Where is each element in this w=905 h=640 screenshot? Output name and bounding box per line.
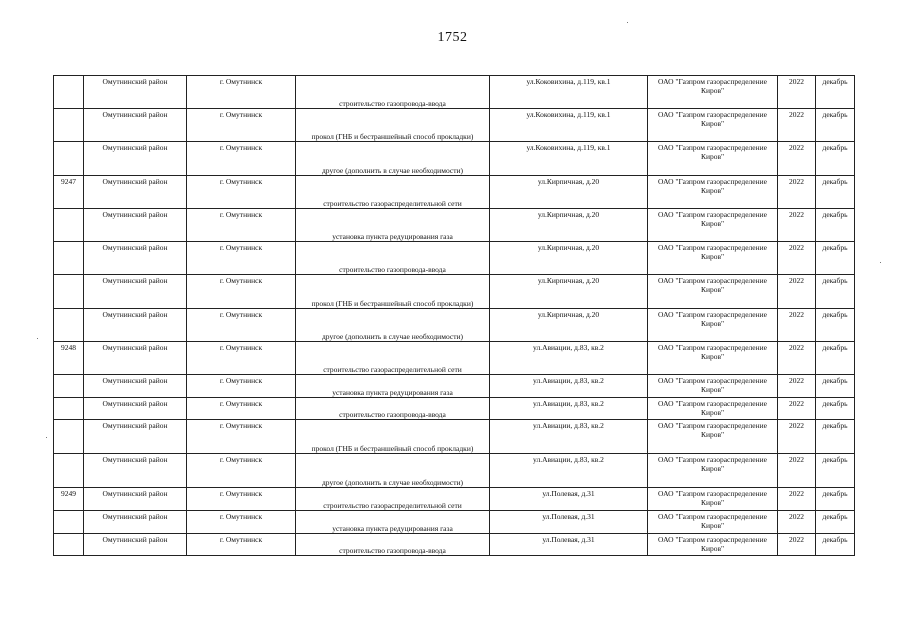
table-row: [54, 398, 855, 420]
row-number: [54, 420, 84, 454]
month-cell: декабрь: [816, 209, 855, 242]
city-cell: г. Омутнинск: [187, 275, 296, 309]
work-type-cell: другое (дополнить в случае необходимости): [296, 309, 490, 342]
address-cell: ул.Полевая, д.31: [490, 534, 648, 556]
work-type-cell: установка пункта редуцирования газа: [296, 511, 490, 534]
row-number: [54, 142, 84, 176]
scan-speck: [627, 22, 628, 23]
year-cell: 2022: [778, 209, 816, 242]
year-cell: 2022: [778, 76, 816, 109]
year-cell: 2022: [778, 454, 816, 488]
city-cell: г. Омутнинск: [187, 454, 296, 488]
city-cell: г. Омутнинск: [187, 176, 296, 209]
city-cell: г. Омутнинск: [187, 420, 296, 454]
city-cell: г. Омутнинск: [187, 511, 296, 534]
organization-cell: ОАО "Газпром газораспределение Киров": [648, 342, 778, 375]
organization-cell: ОАО "Газпром газораспределение Киров": [648, 454, 778, 488]
district-cell: Омутнинский район: [84, 488, 187, 511]
city-cell: г. Омутнинск: [187, 242, 296, 275]
row-number: [54, 375, 84, 398]
row-number: 9248: [54, 342, 84, 375]
year-cell: 2022: [778, 309, 816, 342]
address-cell: ул.Коковихина, д.119, кв.1: [490, 109, 648, 142]
row-number: [54, 534, 84, 556]
organization-cell: ОАО "Газпром газораспределение Киров": [648, 142, 778, 176]
organization-cell: ОАО "Газпром газораспределение Киров": [648, 511, 778, 534]
month-cell: декабрь: [816, 142, 855, 176]
scan-speck: [880, 262, 881, 263]
year-cell: 2022: [778, 242, 816, 275]
scan-speck: [37, 338, 38, 339]
work-type-cell: прокол (ГНБ и бестраншейный способ прокладки): [296, 275, 490, 309]
table-row: [54, 534, 855, 556]
work-type-cell: прокол (ГНБ и бестраншейный способ прокладки): [296, 420, 490, 454]
address-cell: ул.Авиации, д.83, кв.2: [490, 420, 648, 454]
address-cell: ул.Коковихина, д.119, кв.1: [490, 142, 648, 176]
city-cell: г. Омутнинск: [187, 109, 296, 142]
city-cell: г. Омутнинск: [187, 76, 296, 109]
month-cell: декабрь: [816, 176, 855, 209]
district-cell: Омутнинский район: [84, 511, 187, 534]
district-cell: Омутнинский район: [84, 342, 187, 375]
table-row: [54, 176, 855, 209]
work-type-cell: другое (дополнить в случае необходимости): [296, 454, 490, 488]
organization-cell: ОАО "Газпром газораспределение Киров": [648, 209, 778, 242]
city-cell: г. Омутнинск: [187, 342, 296, 375]
organization-cell: ОАО "Газпром газораспределение Киров": [648, 242, 778, 275]
organization-cell: ОАО "Газпром газораспределение Киров": [648, 398, 778, 420]
address-cell: ул.Кирпичная, д.20: [490, 209, 648, 242]
city-cell: г. Омутнинск: [187, 309, 296, 342]
district-cell: Омутнинский район: [84, 454, 187, 488]
address-cell: ул.Авиации, д.83, кв.2: [490, 375, 648, 398]
city-cell: г. Омутнинск: [187, 534, 296, 556]
organization-cell: ОАО "Газпром газораспределение Киров": [648, 375, 778, 398]
address-cell: ул.Полевая, д.31: [490, 488, 648, 511]
organization-cell: ОАО "Газпром газораспределение Киров": [648, 488, 778, 511]
address-cell: ул.Авиации, д.83, кв.2: [490, 342, 648, 375]
work-type-cell: строительство газопровода-ввода: [296, 76, 490, 109]
gas-works-table: [53, 75, 855, 556]
city-cell: г. Омутнинск: [187, 375, 296, 398]
row-number: [54, 109, 84, 142]
district-cell: Омутнинский район: [84, 398, 187, 420]
address-cell: ул.Авиации, д.83, кв.2: [490, 398, 648, 420]
month-cell: декабрь: [816, 420, 855, 454]
work-type-cell: другое (дополнить в случае необходимости): [296, 142, 490, 176]
month-cell: декабрь: [816, 534, 855, 556]
work-type-cell: прокол (ГНБ и бестраншейный способ прокладки): [296, 109, 490, 142]
table-row: [54, 342, 855, 375]
work-type-cell: строительство газораспределительной сети: [296, 176, 490, 209]
work-type-cell: установка пункта редуцирования газа: [296, 209, 490, 242]
table-row: [54, 142, 855, 176]
table-row: [54, 375, 855, 398]
city-cell: г. Омутнинск: [187, 209, 296, 242]
month-cell: декабрь: [816, 275, 855, 309]
row-number: [54, 242, 84, 275]
month-cell: декабрь: [816, 109, 855, 142]
address-cell: ул.Кирпичная, д.20: [490, 309, 648, 342]
year-cell: 2022: [778, 375, 816, 398]
district-cell: Омутнинский район: [84, 76, 187, 109]
year-cell: 2022: [778, 488, 816, 511]
district-cell: Омутнинский район: [84, 109, 187, 142]
year-cell: 2022: [778, 398, 816, 420]
row-number: 9247: [54, 176, 84, 209]
address-cell: ул.Кирпичная, д.20: [490, 176, 648, 209]
month-cell: декабрь: [816, 398, 855, 420]
row-number: [54, 209, 84, 242]
organization-cell: ОАО "Газпром газораспределение Киров": [648, 76, 778, 109]
work-type-cell: строительство газопровода-ввода: [296, 398, 490, 420]
row-number: [54, 275, 84, 309]
address-cell: ул.Кирпичная, д.20: [490, 275, 648, 309]
month-cell: декабрь: [816, 375, 855, 398]
month-cell: декабрь: [816, 242, 855, 275]
year-cell: 2022: [778, 420, 816, 454]
table-row: [54, 511, 855, 534]
table-row: [54, 109, 855, 142]
table-row: [54, 76, 855, 109]
address-cell: ул.Авиации, д.83, кв.2: [490, 454, 648, 488]
year-cell: 2022: [778, 109, 816, 142]
district-cell: Омутнинский район: [84, 534, 187, 556]
table-row: [54, 275, 855, 309]
district-cell: Омутнинский район: [84, 275, 187, 309]
district-cell: Омутнинский район: [84, 142, 187, 176]
row-number: [54, 511, 84, 534]
city-cell: г. Омутнинск: [187, 488, 296, 511]
year-cell: 2022: [778, 511, 816, 534]
work-type-cell: строительство газораспределительной сети: [296, 342, 490, 375]
address-cell: ул.Полевая, д.31: [490, 511, 648, 534]
table-row: [54, 209, 855, 242]
year-cell: 2022: [778, 342, 816, 375]
address-cell: ул.Коковихина, д.119, кв.1: [490, 76, 648, 109]
month-cell: декабрь: [816, 488, 855, 511]
organization-cell: ОАО "Газпром газораспределение Киров": [648, 420, 778, 454]
row-number: [54, 454, 84, 488]
table-row: [54, 454, 855, 488]
month-cell: декабрь: [816, 309, 855, 342]
district-cell: Омутнинский район: [84, 176, 187, 209]
address-cell: ул.Кирпичная, д.20: [490, 242, 648, 275]
district-cell: Омутнинский район: [84, 209, 187, 242]
month-cell: декабрь: [816, 342, 855, 375]
table-row: [54, 309, 855, 342]
year-cell: 2022: [778, 275, 816, 309]
table-row: [54, 488, 855, 511]
row-number: [54, 76, 84, 109]
row-number: [54, 309, 84, 342]
city-cell: г. Омутнинск: [187, 398, 296, 420]
organization-cell: ОАО "Газпром газораспределение Киров": [648, 176, 778, 209]
work-type-cell: строительство газораспределительной сети: [296, 488, 490, 511]
organization-cell: ОАО "Газпром газораспределение Киров": [648, 275, 778, 309]
district-cell: Омутнинский район: [84, 420, 187, 454]
district-cell: Омутнинский район: [84, 375, 187, 398]
page-number: 1752: [437, 30, 468, 45]
month-cell: декабрь: [816, 511, 855, 534]
row-number: [54, 398, 84, 420]
organization-cell: ОАО "Газпром газораспределение Киров": [648, 109, 778, 142]
month-cell: декабрь: [816, 454, 855, 488]
month-cell: декабрь: [816, 76, 855, 109]
table-row: [54, 242, 855, 275]
district-cell: Омутнинский район: [84, 309, 187, 342]
district-cell: Омутнинский район: [84, 242, 187, 275]
organization-cell: ОАО "Газпром газораспределение Киров": [648, 534, 778, 556]
organization-cell: ОАО "Газпром газораспределение Киров": [648, 309, 778, 342]
table-row: [54, 420, 855, 454]
scan-speck: [46, 437, 47, 438]
work-type-cell: строительство газопровода-ввода: [296, 534, 490, 556]
city-cell: г. Омутнинск: [187, 142, 296, 176]
year-cell: 2022: [778, 176, 816, 209]
work-type-cell: установка пункта редуцирования газа: [296, 375, 490, 398]
row-number: 9249: [54, 488, 84, 511]
year-cell: 2022: [778, 142, 816, 176]
year-cell: 2022: [778, 534, 816, 556]
work-type-cell: строительство газопровода-ввода: [296, 242, 490, 275]
